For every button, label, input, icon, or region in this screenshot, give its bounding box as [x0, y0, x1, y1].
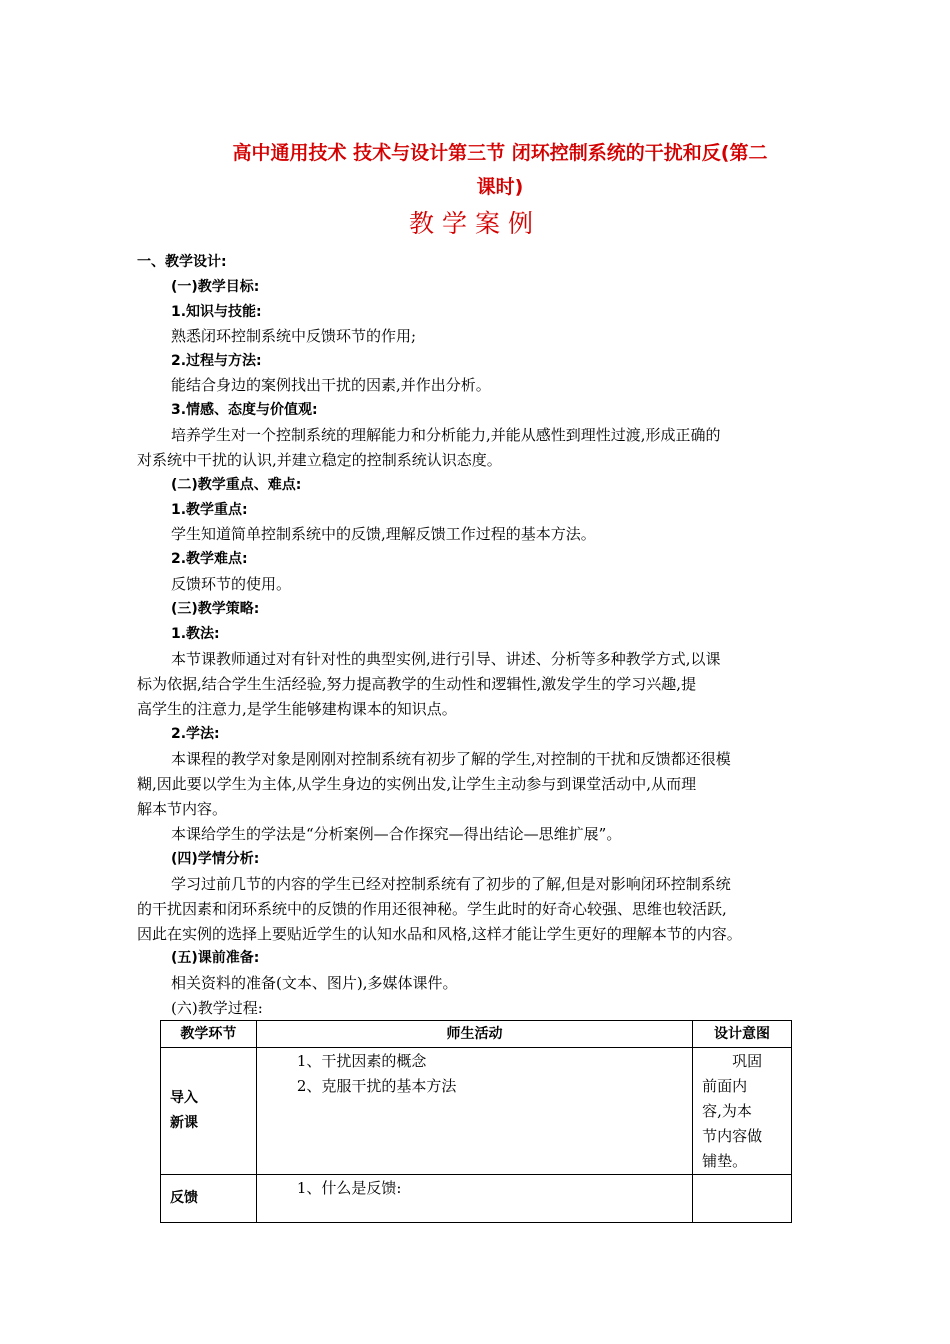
stage-cell — [161, 1175, 257, 1223]
goals-heading: (一)教学目标: — [171, 279, 260, 295]
learning-method-text-line1: 本课程的教学对象是刚刚对控制系统有初步了解的学生,对控制的干扰和反馈都还很模 — [171, 750, 731, 768]
activity-item: 1、干扰因素的概念 — [296, 1052, 427, 1070]
keypoints-heading: (二)教学重点、难点: — [171, 477, 302, 493]
table-row — [161, 1048, 792, 1175]
section-heading: 一、教学设计: — [137, 254, 227, 270]
teaching-method-text-line2: 标为依据,结合学生生活经验,努力提高教学的生动性和逻辑性,激发学生的学习兴趣,提 — [137, 675, 697, 693]
stage-label: 导入 — [170, 1090, 198, 1106]
learning-method-heading: 2.学法: — [171, 726, 220, 742]
document-title-line2: 课时) — [476, 176, 524, 198]
teaching-method-text-line1: 本节课教师通过对有针对性的典型实例,进行引导、讲述、分析等多种教学方式,以课 — [171, 650, 721, 668]
learning-method-text-line2: 糊,因此要以学生为主体,从学生身边的实例出发,让学生主动参与到课堂活动中,从而理 — [137, 775, 697, 793]
activity-cell — [256, 1175, 692, 1223]
prep-text: 相关资料的准备(文本、图片),多媒体课件。 — [171, 974, 458, 992]
header-intent: 设计意图 — [693, 1021, 792, 1048]
activity-item: 1、什么是反馈: — [296, 1179, 402, 1197]
intent-line: 容,为本 — [702, 1102, 752, 1120]
table-header-row — [161, 1021, 792, 1048]
learning-method-text-line4: 本课给学生的学法是“分析案例—合作探究—得出结论—思维扩展”。 — [171, 825, 622, 843]
process-method-heading: 2.过程与方法: — [171, 353, 262, 369]
process-method-text: 能结合身边的案例找出干扰的因素,并作出分析。 — [171, 376, 491, 394]
analysis-text-line1: 学习过前几节的内容的学生已经对控制系统有了初步的了解,但是对影响闭环控制系统 — [171, 875, 731, 893]
stage-label: 新课 — [170, 1115, 198, 1131]
teaching-method-heading: 1.教法: — [171, 626, 220, 642]
activity-cell — [256, 1048, 692, 1175]
analysis-heading: (四)学情分析: — [171, 851, 260, 867]
document-title-line1: 高中通用技术 技术与设计第三节 闭环控制系统的干扰和反(第二 — [232, 142, 768, 164]
emotion-text-line2: 对系统中干扰的认识,并建立稳定的控制系统认识态度。 — [137, 451, 502, 469]
teaching-method-text-line3: 高学生的注意力,是学生能够建构课本的知识点。 — [137, 700, 457, 718]
difficulty-heading: 2.教学难点: — [171, 551, 248, 567]
teaching-process-table — [160, 1020, 792, 1223]
stage-cell — [161, 1048, 257, 1175]
header-stage: 教学环节 — [161, 1021, 257, 1048]
analysis-text-line2: 的干扰因素和闭环系统中的反馈的作用还很神秘。学生此时的好奇心较强、思维也较活跃, — [137, 900, 727, 918]
knowledge-heading: 1.知识与技能: — [171, 304, 262, 320]
emotion-text-line1: 培养学生对一个控制系统的理解能力和分析能力,并能从感性到理性过渡,形成正确的 — [171, 426, 721, 444]
header-activity: 师生活动 — [256, 1021, 692, 1048]
intent-cell — [693, 1048, 792, 1175]
prep-heading: (五)课前准备: — [171, 950, 260, 966]
intent-line: 巩固 — [732, 1052, 763, 1070]
stage-label: 反馈 — [170, 1190, 198, 1206]
table-row — [161, 1175, 792, 1223]
document-subtitle: 教学案例 — [408, 209, 541, 238]
process-heading: (六)教学过程: — [171, 999, 263, 1017]
intent-line: 铺垫。 — [702, 1152, 748, 1170]
focus-heading: 1.教学重点: — [171, 502, 248, 518]
intent-cell — [693, 1175, 792, 1223]
activity-item: 2、克服干扰的基本方法 — [296, 1077, 457, 1095]
knowledge-text: 熟悉闭环控制系统中反馈环节的作用; — [171, 327, 417, 345]
intent-line: 前面内 — [702, 1077, 748, 1095]
analysis-text-line3: 因此在实例的选择上要贴近学生的认知水品和风格,这样才能让学生更好的理解本节的内容。 — [137, 925, 742, 943]
strategy-heading: (三)教学策略: — [171, 601, 260, 617]
emotion-heading: 3.情感、态度与价值观: — [171, 402, 318, 418]
focus-text: 学生知道简单控制系统中的反馈,理解反馈工作过程的基本方法。 — [171, 525, 596, 543]
learning-method-text-line3: 解本节内容。 — [137, 800, 228, 818]
difficulty-text: 反馈环节的使用。 — [171, 575, 292, 593]
intent-line: 节内容做 — [702, 1127, 763, 1145]
